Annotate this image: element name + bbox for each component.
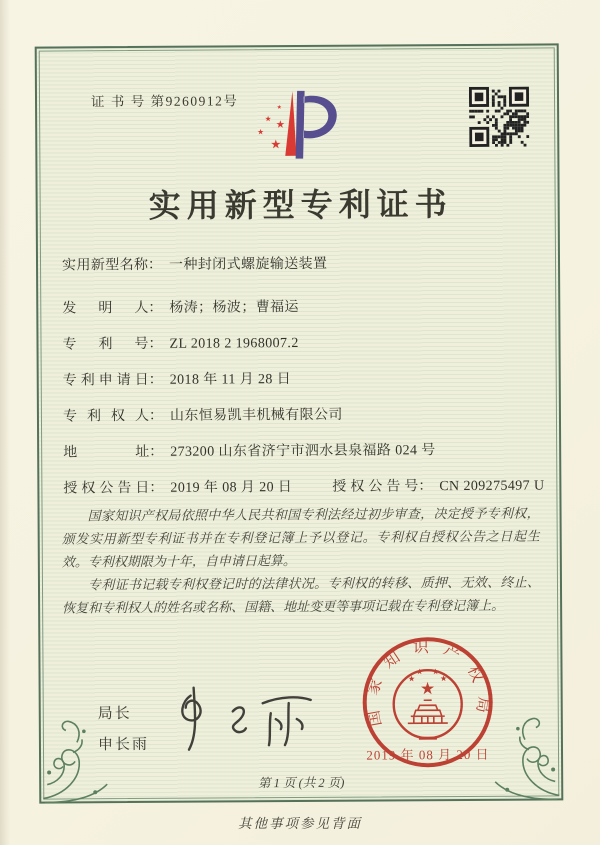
field-label: 授权公告日: [63, 480, 150, 497]
seal-date: 2019 年 08 月 20 日: [366, 746, 490, 763]
field-colon: ：: [147, 257, 163, 273]
director-title: 局长: [97, 705, 132, 723]
qr-code: [469, 87, 529, 147]
svg-text:★: ★: [415, 667, 424, 677]
field-value: 273200 山东省济宁市泗水县泉福路 024 号: [170, 443, 436, 460]
field-label: 发明人: [62, 300, 149, 317]
field-label: 授权公告号: [332, 479, 419, 495]
field-value: ZL 2018 2 1968007.2: [169, 336, 299, 352]
svg-text:★: ★: [439, 674, 448, 684]
field-label: 实用新型名称: [61, 257, 149, 274]
field-colon: ：: [149, 480, 164, 496]
field-label: 地址: [63, 444, 150, 461]
logo-purple-p: [295, 91, 337, 159]
field-row-name: [62, 251, 546, 273]
legal-text: [61, 502, 540, 620]
back-side-note: 其他事项参见背面: [238, 816, 362, 831]
svg-text:★: ★: [264, 114, 272, 124]
field-colon: ：: [148, 408, 163, 424]
national-emblem-icon: [393, 667, 461, 738]
legal-paragraph-1: 国家知识产权局依照中华人民共和国专利法经过初步审查，决定授予专利权，颁发实用新型专利证书并在专利登记簿上予以登记。专利权自授权公告之日起生效。专利权期限为十年，自申请日起算。: [61, 505, 540, 570]
field-row-patentee: [63, 402, 547, 424]
field-colon: ：: [418, 479, 433, 495]
field-label: 专利权人: [62, 408, 149, 425]
seal-ring-text: 国家知识产权局: [363, 639, 493, 728]
field-colon: ：: [148, 336, 163, 352]
certificate-title: 实用新型专利证书: [148, 186, 453, 224]
field-row-filing-date: [63, 366, 547, 388]
svg-text:★: ★: [275, 118, 286, 131]
logo-red-wedge: [285, 91, 297, 156]
field-row-address: [63, 438, 547, 460]
logo-stars: [257, 104, 285, 152]
svg-text:★: ★: [407, 674, 416, 684]
director-signature: [161, 679, 326, 760]
field-value: 山东恒易凯丰机械有限公司: [169, 407, 343, 424]
svg-text:★: ★: [276, 104, 282, 111]
field-value: 一种封闭式螺旋输送装置: [168, 256, 328, 273]
field-value: 杨涛；杨波；曹福运: [169, 299, 299, 316]
field-value: CN 209275497 U: [439, 478, 545, 495]
field-row-inventors: [62, 294, 546, 316]
field-colon: ：: [148, 372, 163, 388]
director-name: 申长雨: [97, 735, 150, 754]
field-label: 专利号: [62, 336, 149, 353]
svg-text:★: ★: [270, 137, 282, 152]
field-colon: ：: [149, 444, 164, 460]
field-colon: ：: [148, 300, 163, 316]
cnipa-patent-logo-icon: [252, 83, 347, 176]
field-list: [62, 251, 548, 513]
svg-text:★: ★: [431, 667, 440, 677]
svg-text:★: ★: [419, 679, 436, 700]
field-label: 专利申请日: [62, 372, 149, 389]
certificate-number: 证 书 号 第9260912号: [90, 93, 239, 110]
field-row-patent-no: [62, 330, 546, 352]
field-value: 2018 年 11 月 28 日: [169, 372, 292, 388]
certificate-frame: [35, 43, 564, 803]
legal-paragraph-2: 专利证书记载专利权登记时的法律状况。专利权的转移、质押、无效、终止、恢复和专利权人的姓名或名称、国籍、地址变更等事项记载在专利登记簿上。: [62, 574, 541, 616]
page-number: 第 1 页 (共 2 页): [257, 775, 345, 791]
svg-text:★: ★: [257, 127, 265, 137]
field-row-grant: [63, 474, 547, 496]
field-value: 2019 年 08 月 20 日: [170, 480, 293, 496]
